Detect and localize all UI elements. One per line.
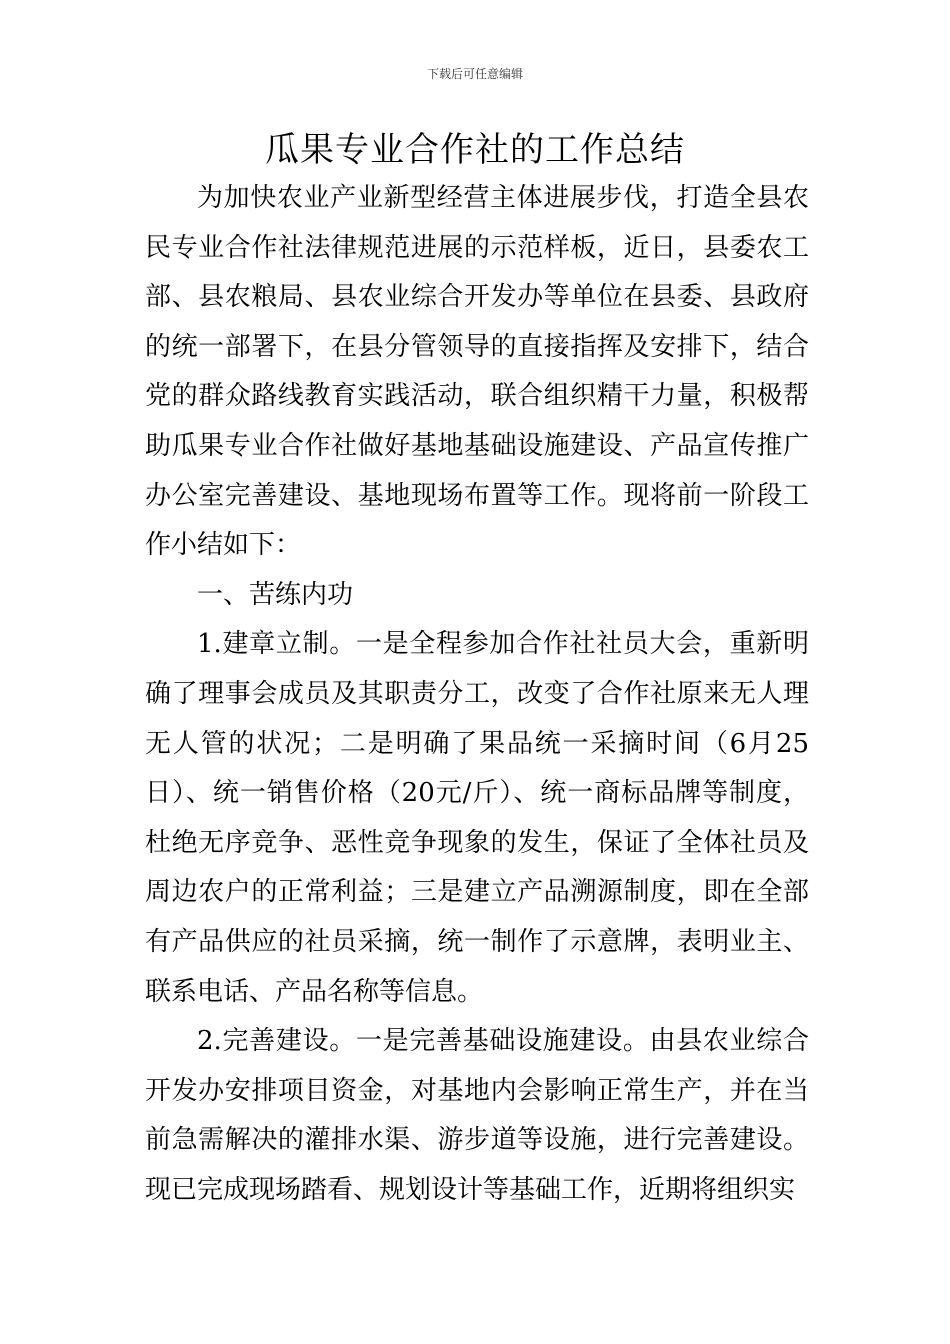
paragraph-intro: 为加快农业产业新型经营主体进展步伐，打造全县农民专业合作社法律规范进展的示范样板，近日，县委农工部、县农粮局、县农业综合开发办等单位在县委、县政府的统一部署下，在县分管领导的直接指挥及安排下，结合党的群众路线教育实践活动，联合组织精干力量，积极帮助瓜果专业合作社做好基地基础设施建设、产品宣传推广办公室完善建设、基地现场布置等工作。现将前一阶段工作小结如下： [145, 183, 809, 561]
document-body [145, 174, 809, 1215]
paragraph-item-1: 1.建章立制。一是全程参加合作社社员大会，重新明确了理事会成员及其职责分工，改变了合作社原来无人理无人管的状况；二是明确了果品统一采摘时间（6月25日）、统一销售价格（20元/斤）、统一商标品牌等制度，杜绝无序竞争、恶性竞争现象的发生，保证了全体社员及周边农户的正常利益；三是建立产品溯源制度，即在全部有产品供应的社员采摘，统一制作了示意牌，表明业主、联系电话、产品名称等信息。 [145, 629, 809, 1007]
document-title: 瓜果专业合作社的工作总结 [265, 130, 685, 170]
header-note: 下载后可任意编辑 [426, 67, 523, 81]
paragraph-item-2: 2.完善建设。一是完善基础设施建设。由县农业综合开发办安排项目资金，对基地内会影响正常生产，并在当前急需解决的灌排水渠、游步道等设施，进行完善建设。现已完成现场踏看、规划设计等基础工作，近期将组织实 [145, 1026, 809, 1205]
section-heading-1: 一、苦练内功 [197, 579, 354, 610]
